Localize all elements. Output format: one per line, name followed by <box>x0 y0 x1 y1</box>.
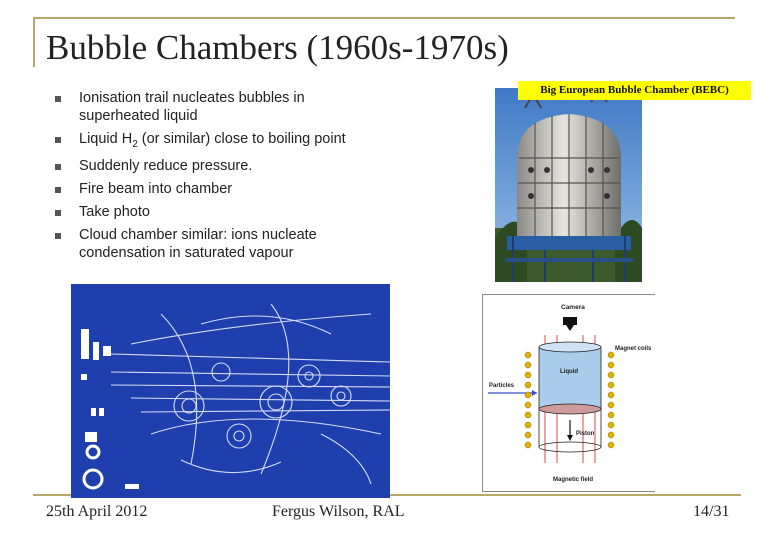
liquid-label: Liquid <box>560 369 578 375</box>
bullet-item: Liquid $H_2$ (or similar) close to boiling point <box>54 131 384 153</box>
square-bullet-icon <box>55 210 61 216</box>
square-bullet-icon <box>55 187 61 193</box>
piston-label: Piston <box>576 431 595 437</box>
bullet-list <box>54 90 384 268</box>
page-number: 14/31 <box>693 503 730 520</box>
bubble-chamber-track-photo <box>71 284 390 498</box>
photo-caption: Big European Bubble Chamber (BEBC) <box>518 81 751 100</box>
frame-left-rule <box>33 17 35 67</box>
magnet-coils-label: Magnet coils <box>615 346 652 352</box>
frame-top-rule <box>33 17 735 19</box>
square-bullet-icon <box>55 233 61 239</box>
square-bullet-icon <box>55 96 61 102</box>
bullet-item: Suddenly reduce pressure. <box>54 158 384 176</box>
bubble-chamber-diagram <box>482 294 655 492</box>
bullet-item: Fire beam into chamber <box>54 181 384 199</box>
footer-date: 25th April 2012 <box>46 503 148 520</box>
bullet-item: Ionisation trail nucleates bubbles in superheated liquid <box>54 90 384 125</box>
square-bullet-icon <box>55 164 61 170</box>
particles-label: Particles <box>489 383 515 389</box>
bullet-item: Cloud chamber similar: ions nucleate condensation in saturated vapour <box>54 227 384 262</box>
bullet-item: Take photo <box>54 204 384 222</box>
footer-author: Fergus Wilson, RAL <box>272 503 405 520</box>
slide-title: Bubble Chambers (1960s-1970s) <box>46 28 509 67</box>
camera-label: Camera <box>561 304 585 311</box>
square-bullet-icon <box>55 137 61 143</box>
bebc-photo <box>495 88 642 282</box>
magnetic-field-label: Magnetic field <box>553 477 594 483</box>
